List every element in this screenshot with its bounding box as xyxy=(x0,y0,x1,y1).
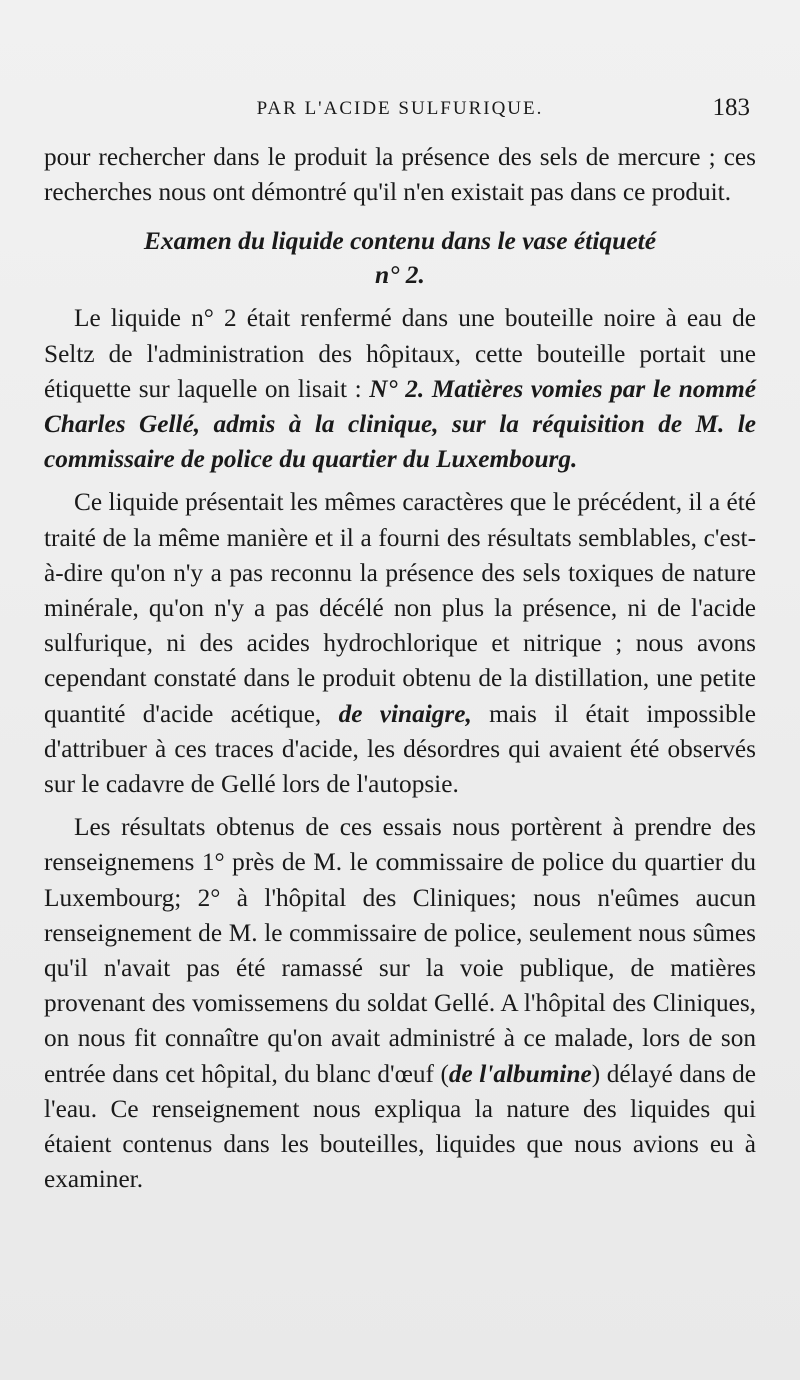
paragraph-text: Ce liquide présentait les mêmes caractères que le précédent, il a été traité de la même manière et il a fourni des résultats semblables, c'est-à-dire qu'on n'y a pas reconnu la présence des sels toxiques de nature minérale, qu'on n'y a pas décélé non plus la présence, ni de l'acide sulfurique, ni des acides hydrochlorique et nitrique ; nous avons cependant constaté dans le produit obtenu de la distillation, une petite quantité d'acide acétique, xyxy=(44,488,756,728)
paragraph-text: pour rechercher dans le produit la présence des sels de mercure ; ces recherches nous ont démontré qu'il n'en existait pas dans ce produit. xyxy=(44,143,756,207)
label-quotation: N° 2. Matières vomies par le nommé Charles Gellé, admis à la clinique, sur la réquisition de M. le commissaire de police du quartier du Luxembourg. xyxy=(44,374,757,474)
paragraph-text: Le liquide n° 2 était renfermé dans une bouteille noire à eau de Seltz de l'administration des hôpitaux, cette bouteille portait une étiquette sur laquelle on lisait : xyxy=(44,304,756,403)
paragraph-bottle-description xyxy=(44,301,756,477)
running-head: PAR L'ACIDE SULFURIQUE. xyxy=(256,98,544,119)
paragraph-text: mais il était impossible d'attribuer à ces traces d'acide, les désordres qui avaient été observés sur le cadavre de Gellé lors de l'autopsie. xyxy=(44,699,757,799)
section-title xyxy=(44,224,756,292)
paragraph-text: Les résultats obtenus de ces essais nous portèrent à prendre des renseignemens 1° près de M. le commissaire de police du quartier du Luxembourg; 2° à l'hôpital des Cliniques; nous n'eûmes aucun renseignement de M. le commissaire de police, seulement nous sûmes qu'il n'avait pas été ramassé sur la voie publique, de matières provenant des vomissemens du soldat Gellé. A l'hôpital des Cliniques, on nous fit connaître qu'on avait administré à ce malade, lors de son entrée dans cet hôpital, du blanc d'œuf ( xyxy=(44,813,756,1088)
paragraph-analysis xyxy=(44,485,756,802)
spacer xyxy=(44,802,756,810)
page-number: 183 xyxy=(712,94,750,121)
paragraph-continuation xyxy=(44,140,756,210)
emphasis-vinegar: de vinaigre, xyxy=(338,699,472,728)
paragraph-text: ) délayé dans de l'eau. Ce renseignement nous expliqua la nature des liquides qui étaient contenus dans les bouteilles, liquides que nous avions eu à examiner. xyxy=(44,1059,757,1194)
section-title-number: n° 2. xyxy=(375,260,425,290)
page-body xyxy=(44,140,756,1197)
section-title-line: Examen du liquide contenu dans le vase étiqueté xyxy=(143,226,657,256)
paragraph-inquiry xyxy=(44,810,756,1197)
emphasis-albumin: de l'albumine xyxy=(448,1059,592,1088)
page-header xyxy=(44,94,756,132)
spacer xyxy=(44,477,756,485)
